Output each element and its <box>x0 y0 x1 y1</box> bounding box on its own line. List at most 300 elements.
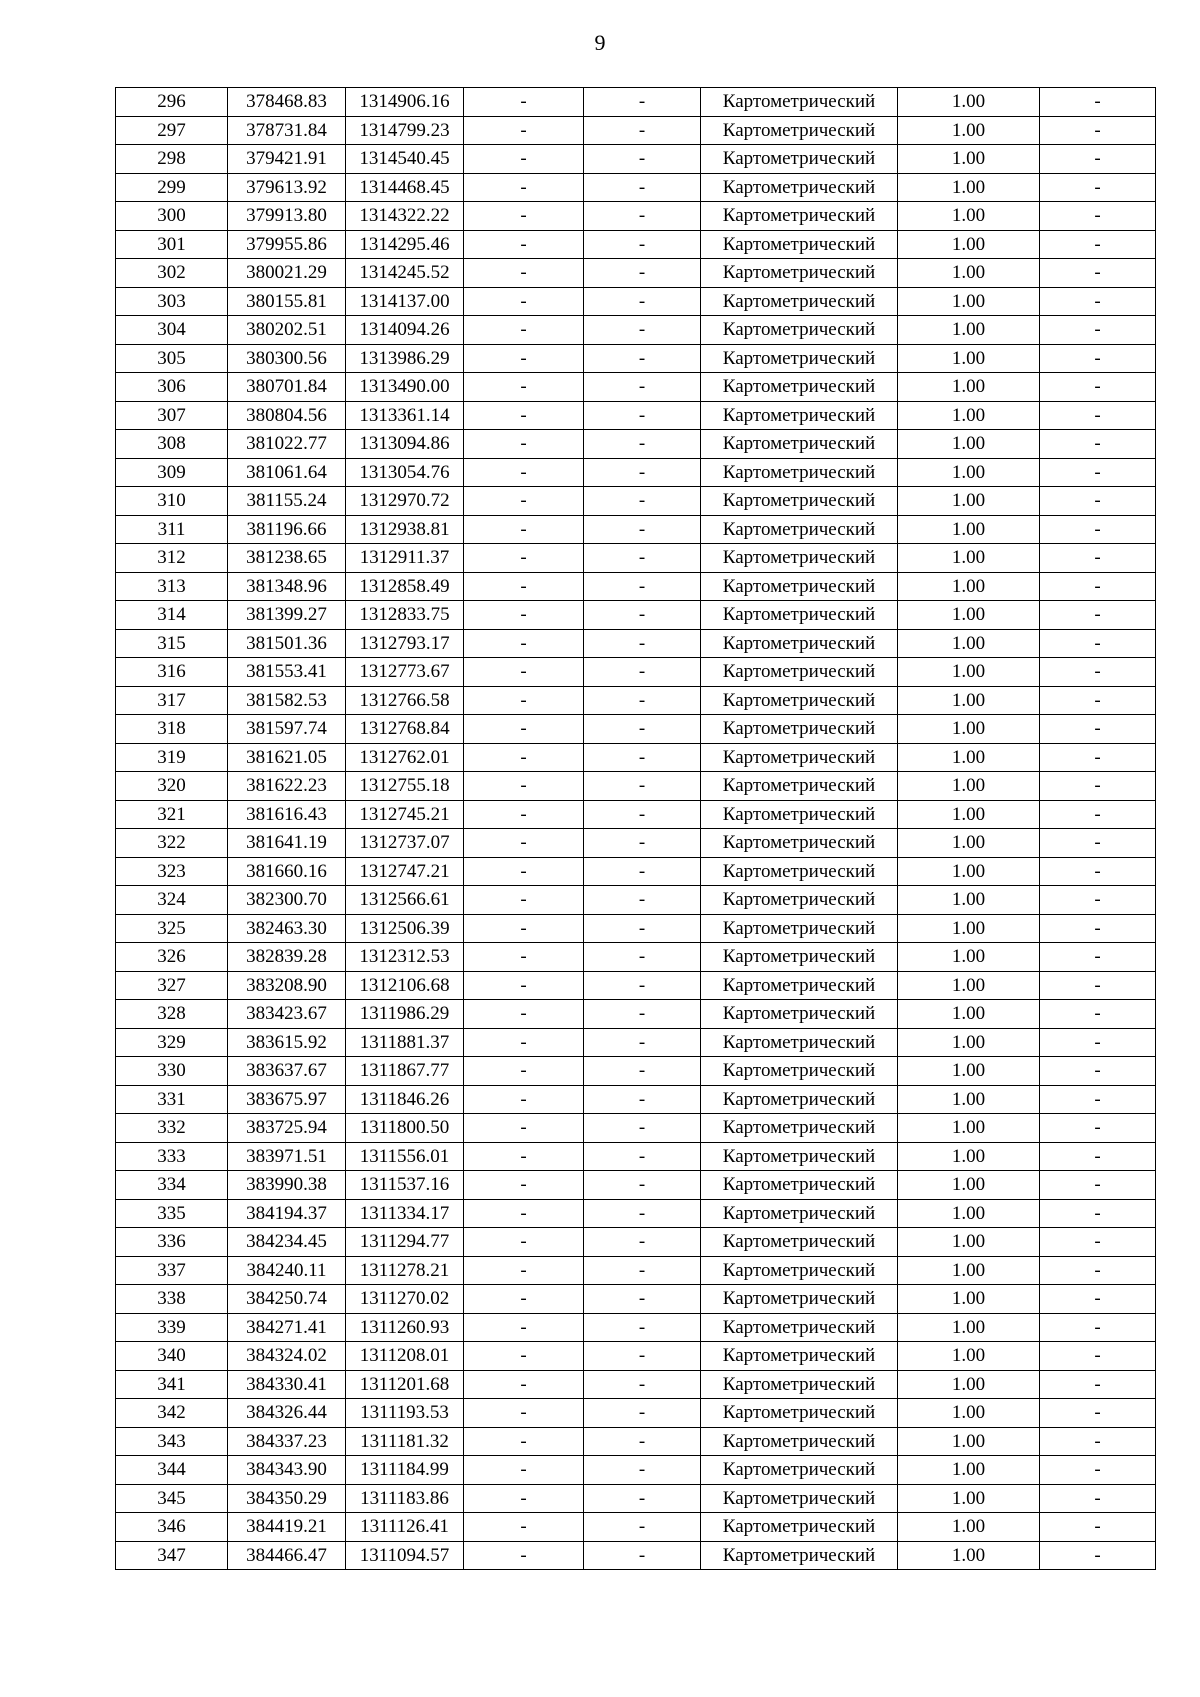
empty-cell-2: - <box>584 287 701 316</box>
empty-cell-1: - <box>464 943 584 972</box>
accuracy-cell: 1.00 <box>898 373 1040 402</box>
point-number-cell: 337 <box>116 1256 228 1285</box>
table-row <box>116 1142 1156 1171</box>
empty-cell-1: - <box>464 173 584 202</box>
point-number-cell: 305 <box>116 344 228 373</box>
point-number-cell: 299 <box>116 173 228 202</box>
table-row <box>116 88 1156 117</box>
point-number-cell: 308 <box>116 430 228 459</box>
point-number-cell: 325 <box>116 914 228 943</box>
empty-cell-3: - <box>1040 914 1156 943</box>
x-coordinate-cell: 381660.16 <box>228 857 346 886</box>
table-row <box>116 230 1156 259</box>
y-coordinate-cell: 1312312.53 <box>346 943 464 972</box>
method-cell: Картометрический <box>701 1456 898 1485</box>
x-coordinate-cell: 384240.11 <box>228 1256 346 1285</box>
table-row <box>116 515 1156 544</box>
y-coordinate-cell: 1312506.39 <box>346 914 464 943</box>
empty-cell-3: - <box>1040 1114 1156 1143</box>
point-number-cell: 313 <box>116 572 228 601</box>
method-cell: Картометрический <box>701 145 898 174</box>
y-coordinate-cell: 1313361.14 <box>346 401 464 430</box>
y-coordinate-cell: 1311986.29 <box>346 1000 464 1029</box>
empty-cell-1: - <box>464 800 584 829</box>
x-coordinate-cell: 381399.27 <box>228 601 346 630</box>
empty-cell-1: - <box>464 886 584 915</box>
y-coordinate-cell: 1311126.41 <box>346 1513 464 1542</box>
table-row <box>116 202 1156 231</box>
x-coordinate-cell: 380202.51 <box>228 316 346 345</box>
empty-cell-2: - <box>584 1541 701 1570</box>
empty-cell-3: - <box>1040 1399 1156 1428</box>
point-number-cell: 316 <box>116 658 228 687</box>
point-number-cell: 333 <box>116 1142 228 1171</box>
y-coordinate-cell: 1314468.45 <box>346 173 464 202</box>
x-coordinate-cell: 381621.05 <box>228 743 346 772</box>
method-cell: Картометрический <box>701 173 898 202</box>
point-number-cell: 335 <box>116 1199 228 1228</box>
empty-cell-3: - <box>1040 487 1156 516</box>
accuracy-cell: 1.00 <box>898 430 1040 459</box>
empty-cell-2: - <box>584 886 701 915</box>
accuracy-cell: 1.00 <box>898 202 1040 231</box>
empty-cell-3: - <box>1040 772 1156 801</box>
point-number-cell: 334 <box>116 1171 228 1200</box>
method-cell: Картометрический <box>701 743 898 772</box>
empty-cell-2: - <box>584 1114 701 1143</box>
accuracy-cell: 1.00 <box>898 287 1040 316</box>
table-row <box>116 487 1156 516</box>
x-coordinate-cell: 381501.36 <box>228 629 346 658</box>
empty-cell-3: - <box>1040 259 1156 288</box>
method-cell: Картометрический <box>701 259 898 288</box>
table-row <box>116 1513 1156 1542</box>
empty-cell-2: - <box>584 401 701 430</box>
empty-cell-3: - <box>1040 88 1156 117</box>
x-coordinate-cell: 378731.84 <box>228 116 346 145</box>
point-number-cell: 317 <box>116 686 228 715</box>
empty-cell-3: - <box>1040 116 1156 145</box>
method-cell: Картометрический <box>701 829 898 858</box>
y-coordinate-cell: 1312762.01 <box>346 743 464 772</box>
empty-cell-1: - <box>464 829 584 858</box>
x-coordinate-cell: 384350.29 <box>228 1484 346 1513</box>
point-number-cell: 326 <box>116 943 228 972</box>
point-number-cell: 300 <box>116 202 228 231</box>
x-coordinate-cell: 384466.47 <box>228 1541 346 1570</box>
y-coordinate-cell: 1311094.57 <box>346 1541 464 1570</box>
table-row <box>116 658 1156 687</box>
accuracy-cell: 1.00 <box>898 1484 1040 1513</box>
point-number-cell: 318 <box>116 715 228 744</box>
empty-cell-2: - <box>584 1256 701 1285</box>
empty-cell-2: - <box>584 601 701 630</box>
point-number-cell: 322 <box>116 829 228 858</box>
table-row <box>116 1199 1156 1228</box>
method-cell: Картометрический <box>701 515 898 544</box>
point-number-cell: 345 <box>116 1484 228 1513</box>
empty-cell-2: - <box>584 373 701 402</box>
table-row <box>116 1342 1156 1371</box>
method-cell: Картометрический <box>701 886 898 915</box>
empty-cell-2: - <box>584 658 701 687</box>
empty-cell-2: - <box>584 116 701 145</box>
y-coordinate-cell: 1312768.84 <box>346 715 464 744</box>
empty-cell-1: - <box>464 88 584 117</box>
table-row <box>116 829 1156 858</box>
table-row <box>116 458 1156 487</box>
y-coordinate-cell: 1312858.49 <box>346 572 464 601</box>
method-cell: Картометрический <box>701 116 898 145</box>
y-coordinate-cell: 1314295.46 <box>346 230 464 259</box>
y-coordinate-cell: 1311270.02 <box>346 1285 464 1314</box>
method-cell: Картометрический <box>701 344 898 373</box>
empty-cell-2: - <box>584 1142 701 1171</box>
x-coordinate-cell: 379913.80 <box>228 202 346 231</box>
accuracy-cell: 1.00 <box>898 743 1040 772</box>
empty-cell-2: - <box>584 943 701 972</box>
table-row <box>116 1028 1156 1057</box>
y-coordinate-cell: 1311183.86 <box>346 1484 464 1513</box>
empty-cell-1: - <box>464 1114 584 1143</box>
point-number-cell: 338 <box>116 1285 228 1314</box>
accuracy-cell: 1.00 <box>898 116 1040 145</box>
y-coordinate-cell: 1314906.16 <box>346 88 464 117</box>
point-number-cell: 297 <box>116 116 228 145</box>
x-coordinate-cell: 383637.67 <box>228 1057 346 1086</box>
accuracy-cell: 1.00 <box>898 344 1040 373</box>
method-cell: Картометрический <box>701 401 898 430</box>
empty-cell-1: - <box>464 743 584 772</box>
accuracy-cell: 1.00 <box>898 886 1040 915</box>
point-number-cell: 343 <box>116 1427 228 1456</box>
accuracy-cell: 1.00 <box>898 1028 1040 1057</box>
x-coordinate-cell: 383208.90 <box>228 971 346 1000</box>
point-number-cell: 320 <box>116 772 228 801</box>
empty-cell-3: - <box>1040 316 1156 345</box>
accuracy-cell: 1.00 <box>898 88 1040 117</box>
method-cell: Картометрический <box>701 1085 898 1114</box>
table-row <box>116 430 1156 459</box>
empty-cell-2: - <box>584 1427 701 1456</box>
empty-cell-3: - <box>1040 287 1156 316</box>
table-row <box>116 1057 1156 1086</box>
x-coordinate-cell: 383675.97 <box>228 1085 346 1114</box>
empty-cell-1: - <box>464 772 584 801</box>
empty-cell-2: - <box>584 230 701 259</box>
empty-cell-1: - <box>464 1513 584 1542</box>
x-coordinate-cell: 382463.30 <box>228 914 346 943</box>
table-row <box>116 800 1156 829</box>
method-cell: Картометрический <box>701 544 898 573</box>
table-body <box>116 88 1156 1570</box>
empty-cell-2: - <box>584 857 701 886</box>
method-cell: Картометрический <box>701 1313 898 1342</box>
method-cell: Картометрический <box>701 914 898 943</box>
point-number-cell: 346 <box>116 1513 228 1542</box>
empty-cell-1: - <box>464 715 584 744</box>
empty-cell-3: - <box>1040 202 1156 231</box>
table-row <box>116 686 1156 715</box>
accuracy-cell: 1.00 <box>898 686 1040 715</box>
accuracy-cell: 1.00 <box>898 572 1040 601</box>
point-number-cell: 339 <box>116 1313 228 1342</box>
empty-cell-1: - <box>464 458 584 487</box>
y-coordinate-cell: 1312833.75 <box>346 601 464 630</box>
accuracy-cell: 1.00 <box>898 401 1040 430</box>
empty-cell-2: - <box>584 1171 701 1200</box>
method-cell: Картометрический <box>701 1114 898 1143</box>
empty-cell-1: - <box>464 116 584 145</box>
y-coordinate-cell: 1311184.99 <box>346 1456 464 1485</box>
empty-cell-2: - <box>584 743 701 772</box>
y-coordinate-cell: 1311193.53 <box>346 1399 464 1428</box>
method-cell: Картометрический <box>701 1342 898 1371</box>
point-number-cell: 347 <box>116 1541 228 1570</box>
point-number-cell: 296 <box>116 88 228 117</box>
point-number-cell: 319 <box>116 743 228 772</box>
point-number-cell: 306 <box>116 373 228 402</box>
point-number-cell: 327 <box>116 971 228 1000</box>
empty-cell-1: - <box>464 430 584 459</box>
empty-cell-2: - <box>584 1285 701 1314</box>
x-coordinate-cell: 379613.92 <box>228 173 346 202</box>
method-cell: Картометрический <box>701 487 898 516</box>
point-number-cell: 332 <box>116 1114 228 1143</box>
empty-cell-1: - <box>464 287 584 316</box>
y-coordinate-cell: 1311260.93 <box>346 1313 464 1342</box>
table-row <box>116 1171 1156 1200</box>
empty-cell-1: - <box>464 230 584 259</box>
empty-cell-2: - <box>584 715 701 744</box>
empty-cell-1: - <box>464 316 584 345</box>
empty-cell-1: - <box>464 1228 584 1257</box>
empty-cell-1: - <box>464 515 584 544</box>
accuracy-cell: 1.00 <box>898 1085 1040 1114</box>
table-row <box>116 772 1156 801</box>
method-cell: Картометрический <box>701 316 898 345</box>
point-number-cell: 328 <box>116 1000 228 1029</box>
y-coordinate-cell: 1311867.77 <box>346 1057 464 1086</box>
accuracy-cell: 1.00 <box>898 1456 1040 1485</box>
accuracy-cell: 1.00 <box>898 515 1040 544</box>
method-cell: Картометрический <box>701 572 898 601</box>
y-coordinate-cell: 1311334.17 <box>346 1199 464 1228</box>
x-coordinate-cell: 380021.29 <box>228 259 346 288</box>
y-coordinate-cell: 1311800.50 <box>346 1114 464 1143</box>
empty-cell-2: - <box>584 1199 701 1228</box>
page-number: 9 <box>594 30 606 55</box>
empty-cell-2: - <box>584 1028 701 1057</box>
method-cell: Картометрический <box>701 1142 898 1171</box>
x-coordinate-cell: 378468.83 <box>228 88 346 117</box>
method-cell: Картометрический <box>701 715 898 744</box>
table-row <box>116 373 1156 402</box>
y-coordinate-cell: 1312106.68 <box>346 971 464 1000</box>
y-coordinate-cell: 1312970.72 <box>346 487 464 516</box>
method-cell: Картометрический <box>701 1541 898 1570</box>
empty-cell-1: - <box>464 344 584 373</box>
empty-cell-3: - <box>1040 971 1156 1000</box>
empty-cell-3: - <box>1040 1142 1156 1171</box>
table-row <box>116 1370 1156 1399</box>
empty-cell-2: - <box>584 202 701 231</box>
point-number-cell: 342 <box>116 1399 228 1428</box>
method-cell: Картометрический <box>701 1427 898 1456</box>
method-cell: Картометрический <box>701 1000 898 1029</box>
empty-cell-2: - <box>584 1456 701 1485</box>
empty-cell-1: - <box>464 259 584 288</box>
table-row <box>116 971 1156 1000</box>
empty-cell-3: - <box>1040 1456 1156 1485</box>
empty-cell-2: - <box>584 1085 701 1114</box>
empty-cell-2: - <box>584 772 701 801</box>
empty-cell-1: - <box>464 487 584 516</box>
empty-cell-3: - <box>1040 829 1156 858</box>
point-number-cell: 307 <box>116 401 228 430</box>
x-coordinate-cell: 381641.19 <box>228 829 346 858</box>
empty-cell-1: - <box>464 1171 584 1200</box>
y-coordinate-cell: 1311294.77 <box>346 1228 464 1257</box>
table-row <box>116 1313 1156 1342</box>
accuracy-cell: 1.00 <box>898 829 1040 858</box>
x-coordinate-cell: 384234.45 <box>228 1228 346 1257</box>
x-coordinate-cell: 383615.92 <box>228 1028 346 1057</box>
empty-cell-3: - <box>1040 715 1156 744</box>
method-cell: Картометрический <box>701 772 898 801</box>
point-number-cell: 314 <box>116 601 228 630</box>
method-cell: Картометрический <box>701 1484 898 1513</box>
point-number-cell: 302 <box>116 259 228 288</box>
table-row <box>116 629 1156 658</box>
empty-cell-3: - <box>1040 658 1156 687</box>
y-coordinate-cell: 1311537.16 <box>346 1171 464 1200</box>
empty-cell-1: - <box>464 629 584 658</box>
empty-cell-2: - <box>584 88 701 117</box>
empty-cell-2: - <box>584 316 701 345</box>
empty-cell-3: - <box>1040 373 1156 402</box>
empty-cell-2: - <box>584 971 701 1000</box>
empty-cell-1: - <box>464 1142 584 1171</box>
method-cell: Картометрический <box>701 1171 898 1200</box>
accuracy-cell: 1.00 <box>898 1313 1040 1342</box>
method-cell: Картометрический <box>701 1228 898 1257</box>
accuracy-cell: 1.00 <box>898 1000 1040 1029</box>
empty-cell-3: - <box>1040 515 1156 544</box>
x-coordinate-cell: 381597.74 <box>228 715 346 744</box>
table-row <box>116 715 1156 744</box>
y-coordinate-cell: 1311201.68 <box>346 1370 464 1399</box>
empty-cell-3: - <box>1040 629 1156 658</box>
empty-cell-3: - <box>1040 1199 1156 1228</box>
point-number-cell: 340 <box>116 1342 228 1371</box>
empty-cell-1: - <box>464 601 584 630</box>
empty-cell-1: - <box>464 686 584 715</box>
x-coordinate-cell: 382300.70 <box>228 886 346 915</box>
accuracy-cell: 1.00 <box>898 971 1040 1000</box>
table-row <box>116 316 1156 345</box>
accuracy-cell: 1.00 <box>898 629 1040 658</box>
empty-cell-2: - <box>584 544 701 573</box>
x-coordinate-cell: 384271.41 <box>228 1313 346 1342</box>
x-coordinate-cell: 384324.02 <box>228 1342 346 1371</box>
x-coordinate-cell: 381238.65 <box>228 544 346 573</box>
empty-cell-3: - <box>1040 401 1156 430</box>
empty-cell-1: - <box>464 1199 584 1228</box>
point-number-cell: 331 <box>116 1085 228 1114</box>
y-coordinate-cell: 1314245.52 <box>346 259 464 288</box>
y-coordinate-cell: 1314799.23 <box>346 116 464 145</box>
table-row <box>116 1000 1156 1029</box>
table-row <box>116 1228 1156 1257</box>
empty-cell-1: - <box>464 1541 584 1570</box>
empty-cell-2: - <box>584 173 701 202</box>
accuracy-cell: 1.00 <box>898 458 1040 487</box>
method-cell: Картометрический <box>701 800 898 829</box>
empty-cell-3: - <box>1040 1028 1156 1057</box>
x-coordinate-cell: 384419.21 <box>228 1513 346 1542</box>
empty-cell-3: - <box>1040 686 1156 715</box>
accuracy-cell: 1.00 <box>898 544 1040 573</box>
x-coordinate-cell: 381061.64 <box>228 458 346 487</box>
empty-cell-2: - <box>584 1313 701 1342</box>
point-number-cell: 303 <box>116 287 228 316</box>
empty-cell-3: - <box>1040 1057 1156 1086</box>
y-coordinate-cell: 1311556.01 <box>346 1142 464 1171</box>
table-row <box>116 344 1156 373</box>
x-coordinate-cell: 381616.43 <box>228 800 346 829</box>
empty-cell-3: - <box>1040 1370 1156 1399</box>
x-coordinate-cell: 384343.90 <box>228 1456 346 1485</box>
empty-cell-1: - <box>464 1370 584 1399</box>
empty-cell-3: - <box>1040 943 1156 972</box>
table-row <box>116 1456 1156 1485</box>
empty-cell-2: - <box>584 800 701 829</box>
empty-cell-2: - <box>584 515 701 544</box>
empty-cell-3: - <box>1040 1541 1156 1570</box>
empty-cell-3: - <box>1040 544 1156 573</box>
accuracy-cell: 1.00 <box>898 857 1040 886</box>
table-row <box>116 601 1156 630</box>
y-coordinate-cell: 1312938.81 <box>346 515 464 544</box>
empty-cell-2: - <box>584 344 701 373</box>
empty-cell-3: - <box>1040 1085 1156 1114</box>
table-row <box>116 287 1156 316</box>
table-row <box>116 857 1156 886</box>
point-number-cell: 315 <box>116 629 228 658</box>
method-cell: Картометрический <box>701 88 898 117</box>
method-cell: Картометрический <box>701 658 898 687</box>
empty-cell-3: - <box>1040 1513 1156 1542</box>
y-coordinate-cell: 1313094.86 <box>346 430 464 459</box>
point-number-cell: 341 <box>116 1370 228 1399</box>
point-number-cell: 336 <box>116 1228 228 1257</box>
method-cell: Картометрический <box>701 287 898 316</box>
empty-cell-2: - <box>584 1342 701 1371</box>
y-coordinate-cell: 1314540.45 <box>346 145 464 174</box>
y-coordinate-cell: 1312766.58 <box>346 686 464 715</box>
method-cell: Картометрический <box>701 458 898 487</box>
empty-cell-2: - <box>584 1399 701 1428</box>
accuracy-cell: 1.00 <box>898 1228 1040 1257</box>
accuracy-cell: 1.00 <box>898 1285 1040 1314</box>
empty-cell-2: - <box>584 572 701 601</box>
table-row <box>116 1484 1156 1513</box>
empty-cell-1: - <box>464 1057 584 1086</box>
x-coordinate-cell: 379421.91 <box>228 145 346 174</box>
table-row <box>116 259 1156 288</box>
point-number-cell: 309 <box>116 458 228 487</box>
